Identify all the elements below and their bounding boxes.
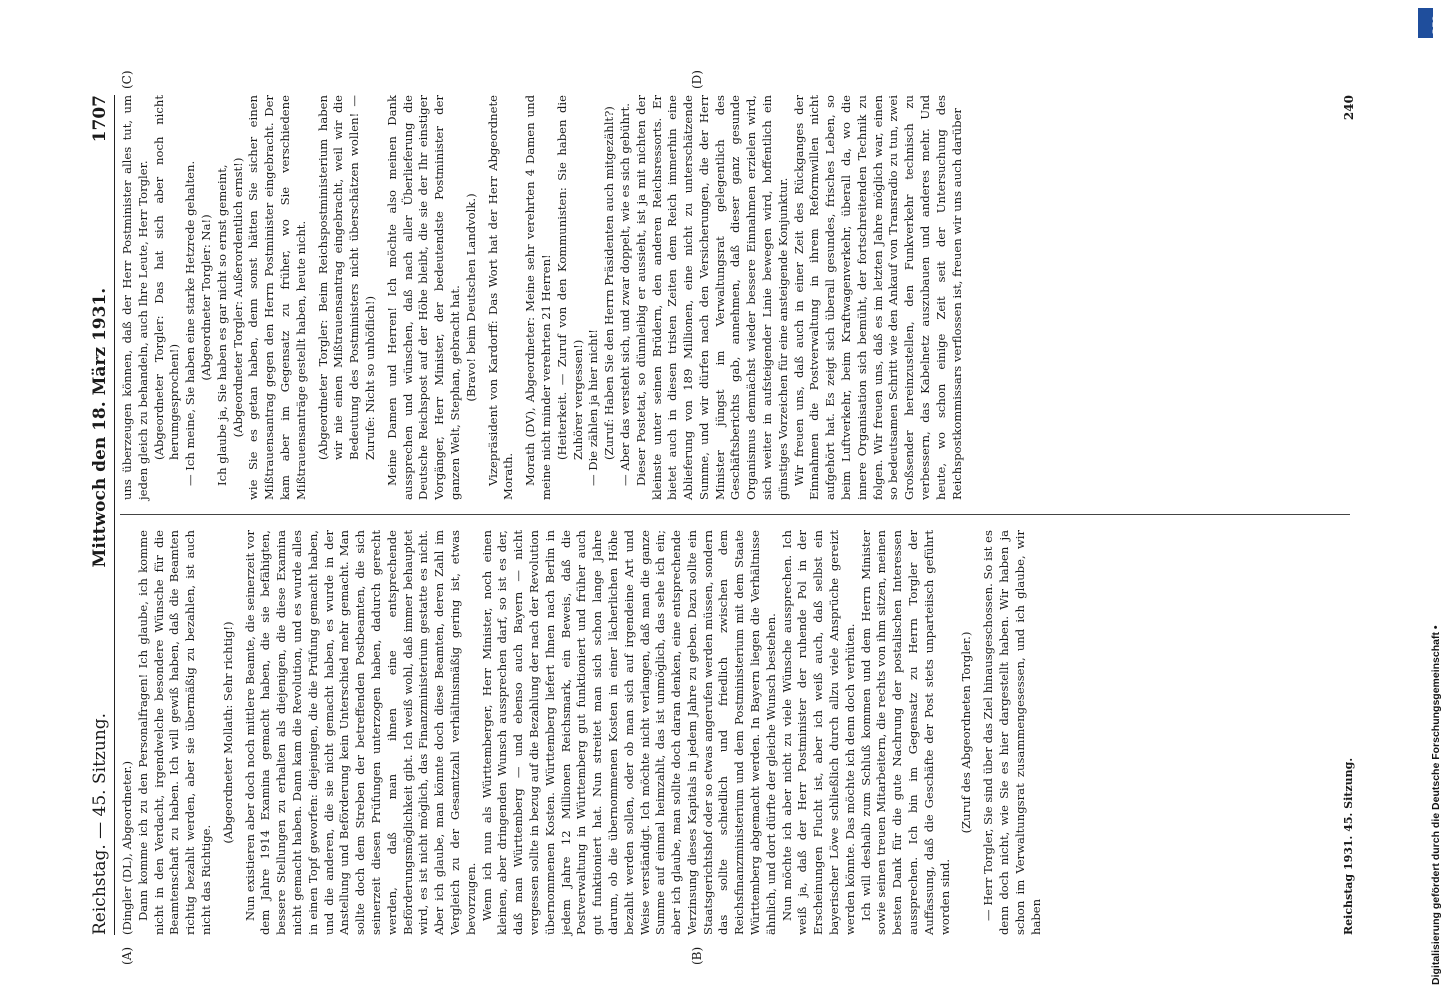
interjection: (Abgeordneter Torgler: Na!) xyxy=(198,214,213,381)
signature-number: 240 xyxy=(1342,95,1356,121)
paragraph: Wir freuen uns, daß auch in einer Zeit des Rückganges der Einnahmen die Postverwaltung in ihrem Reformwillen nicht aufgehört hat. Es zeigt sich überall gesundes, frisches Leben, so beim Luftverkehr, beim Kraftwagenverkehr, überall da, wo die innere Organisation sich bemüht, der fortschreitenden Technik zu folgen. Wir freuen uns, daß es im letzten Jahre möglich war, einen so bedeutsamen Schritt wie den Ankauf von Transradio zu tun, zwei Großsender hereinzustellen, den Funkverkehr technisch zu verbessern, das Kabelnetz auszubauen und anderes mehr. Und heute, wo schon einige Zeit seit der Untersuchung des Reichspostkommissars verflossen ist, freuen wir uns auch darüber xyxy=(791,95,964,500)
paragraph: uns überzeugen können, daß der Herr Postminister alles tut, um jeden gleich zu behandeln, auch Ihre Leute, Herr Torgler. xyxy=(120,95,150,500)
paragraph: Nun existieren aber doch noch mittlere Beamte, die seinerzeit vor dem Jahre 1914 Examina gemacht haben, die sie befähigten, bessere Stellungen zu erhalten als diejenigen, die diese Examina nicht gemacht haben. Dann kam die Revolution, und es wurde alles in einen Topf geworfen: diejenigen, die die Prüfung gemacht haben, und die anderen, die sie nicht gemacht haben, es wurde in der Anstellung und Beförderung kein Unterschied mehr gemacht. Man sollte doch dem Streben der betreffenden Postbeamten, die sich seinerzeit diesen Prüfungen unterzogen haben, dadurch gerecht werden, daß man ihnen eine entsprechende Beförderungsmöglichkeit gibt. Ich weiß wohl, daß immer behauptet wird, es ist nicht möglich, das Finanzministerium gestatte es nicht. Aber ich glaube, man könnte doch diese Beamten, deren Zahl im Vergleich zu der Gesamtzahl verhältnismäßig gering ist, etwas bevorzugen. xyxy=(242,530,478,935)
header-left: Reichstag. — 45. Sitzung. xyxy=(90,712,110,935)
interjection: (Abgeordneter Torgler: Beim Reichspostministerium haben wir nie einen Mißtrauensantrag eingebracht, weil wir die Bedeutung des Postministers nicht überschätzen wollen! — Zurufe: Nicht so unhöflich!) xyxy=(315,95,377,460)
interjection: (Abgeordneter Mollath: Sehr richtig!) xyxy=(220,621,235,844)
speaker-line: (Dingler (DL), Abgeordneter.) xyxy=(120,761,134,935)
interjection: (Abgeordneter Torgler: Außerordentlich ernst!) xyxy=(230,157,245,438)
interjection: (Heiterkeit. — Zuruf von den Kommunisten: Sie haben die Zuhörer vergessen!) xyxy=(554,95,585,460)
interjection: (Abgeordneter Torgler: Das hat sich aber noch nicht herumgesprochen!) xyxy=(151,95,182,460)
paragraph: wie Sie es getan haben, denn sonst hätten Sie sicher einen Mißtrauensantrag gegen den Herrn Postminister eingebracht. Der kam aber im Gegensatz zu früher, wo Sie verschiedene Mißtrauensanträge gestellt haben, heute nicht. xyxy=(246,95,308,500)
dfg-logo-text: DFG xyxy=(1431,15,1441,34)
digitization-credit-text: Digitalisierung gefördert durch die Deutsche Forschungsgemeinschaft • xyxy=(1430,625,1442,985)
paragraph: Dann komme ich zu den Personalfragen! Ich glaube, ich komme nicht in den Verdacht, irgendwelche besondere Wünsche für die Beamtenschaft zu haben. Ich will gewiß haben, daß die Beamten richtig bezahlt werden, aber sie übermäßig zu bezahlen, ist auch nicht das Richtige. xyxy=(135,530,213,935)
paragraph: Ich will deshalb zum Schluß kommen und dem Herrn Minister sowie seinen treuen Mitarbeitern, die rechts von ihm sitzen, meinen besten Dank für die gute Nachrung der postalischen Interessen aussprechen. Ich bin im Gegensatz zu Herrn Torgler der Auffassung, daß die Geschäfte der Post stets unparteiisch geführt worden sind. xyxy=(858,530,952,935)
paragraph: Morath (DV), Abgeordneter: Meine sehr verehrten 4 Damen und meine nicht minder verehrten 21 Herren! xyxy=(523,95,553,500)
margin-marker-d: (D) xyxy=(690,70,704,89)
footer-note: Reichstag 1931. 45. Sitzung. xyxy=(1342,757,1355,935)
dfg-logo xyxy=(1418,8,1441,38)
paragraph: Ich glaube ja, Sie haben es gar nicht so ernst gemeint, xyxy=(214,164,229,486)
margin-marker-a: (A) xyxy=(120,946,134,965)
rotated-page xyxy=(80,70,1370,965)
header-rule xyxy=(114,95,115,935)
right-column xyxy=(120,95,1350,500)
interjection: (Zuruf des Abgeordneten Torgler.) xyxy=(959,631,974,834)
interjection: (Bravo! beim Deutschen Landvolk.) xyxy=(463,193,478,402)
margin-marker-b: (B) xyxy=(690,946,704,965)
paragraph: — Aber das versteht sich, und zwar doppelt, wie es sich gebührt. xyxy=(617,103,632,486)
interjection: (Zuruf: Haben Sie den Herrn Präsidenten auch mitgezählt?) xyxy=(602,106,617,460)
column-divider xyxy=(120,514,1350,515)
header-page-number: 1707 xyxy=(90,95,110,143)
paragraph: Nun möchte ich aber nicht zu viele Wünsche aussprechen. Ich weiß ja, daß der Herr Postminister der ruhende Pol in der Erscheinungen Flucht ist, aber ich weiß auch, daß selbst ein bayerischer Löwe schließlich durch allzu viele Ansprüche gereizt werden könnte. Das möchte ich denn doch verhüten. xyxy=(779,530,857,935)
paragraph: Meine Damen und Herren! Ich möchte also meinen Dank aussprechen und wünschen, daß nach aller Überlieferung die Deutsche Reichspost auf der Höhe bleibt, die sie der Ihr einstiger Vorgänger, Herr Minister, der bedeutendste Postminister der ganzen Welt, Stephan, gebracht hat. xyxy=(384,95,462,500)
paragraph: Wenn ich nun als Württemberger, Herr Minister, noch einen kleinen, aber dringenden Wunsch aussprechen darf, so ist es der, daß man Württemberg — und ebenso auch Bayern — nicht vergessen sollte in bezug auf die Bezahlung der nach der Revolution übernommenen Kosten. Württemberg liefert Ihnen nach Berlin in jedem Jahre 12 Millionen Reichsmark, ein Beweis, daß die Postverwaltung in Württemberg gut funktioniert und früher auch gut funktioniert hat. Nun streitet man sich schon lange Jahre darum, ob die übernommenen Kosten in einer lächerlichen Höhe bezahlt werden sollen, oder ob man sich auf irgendeine Art und Weise verständigt. Ich möchte nicht verlangen, daß man die ganze Summe auf einmal heimzahlt, das ist unmöglich, das sehe ich ein; aber ich glaube, man sollte doch daran denken, eine entsprechende Verzinsung dieses Kapitals in jedem Jahre zu geben. Dazu sollte ein Staatsgerichtshof oder so etwas angerufen werden müssen, sondern das sollte schiedlich und friedlich zwischen dem Reichsfinanzministerium und dem Postministerium mit dem Staate Württemberg abgemacht werden. In Bayern liegen die Verhältnisse ähnlich, und dort dürfte der gleiche Wunsch bestehen. xyxy=(479,530,778,935)
header-date: Mittwoch den 18. März 1931. xyxy=(90,287,110,568)
paragraph: — Herr Torgler, Sie sind über das Ziel hinausgeschossen. So ist es denn doch nicht, wie Sie es hier dargestellt haben. Wir haben ja schon im Verwaltungsrat zusammengesessen, und ich glaube, wir haben xyxy=(981,530,1043,935)
page-header xyxy=(80,95,110,935)
left-column xyxy=(120,530,1350,935)
paragraph: — Ich meine, Sie haben eine starke Hetzrede gehalten. xyxy=(183,160,198,486)
margin-marker-c: (C) xyxy=(120,70,134,89)
paragraph: Dieser Postetat, so dünnleibig er aussieht, ist ja mit nichten der kleinste unter seinen Brüdern, den anderen Reichsressorts. Er bietet auch in diesen tristen Zeiten dem Reich immerhin eine Ablieferung von 189 Millionen, eine nicht zu unterschätzende Summe, und wir dürfen nach den Versicherungen, die der Herr Minister jüngst im Verwaltungsrat gelegentlich des Geschäftsberichts gab, annehmen, daß dieser ganz gesunde Organismus demnächst wieder bessere Einnahmen erzielen wird, sich weiter in aufsteigender Linie bewegen wird, hoffentlich ein günstiges Vorzeichen für eine ansteigende Konjunktur. xyxy=(633,95,790,500)
paragraph: — Die zählen ja hier nicht! xyxy=(586,329,601,486)
paragraph: Vizepräsident von Kardorff: Das Wort hat der Herr Abgeordnete Morath. xyxy=(485,95,516,500)
